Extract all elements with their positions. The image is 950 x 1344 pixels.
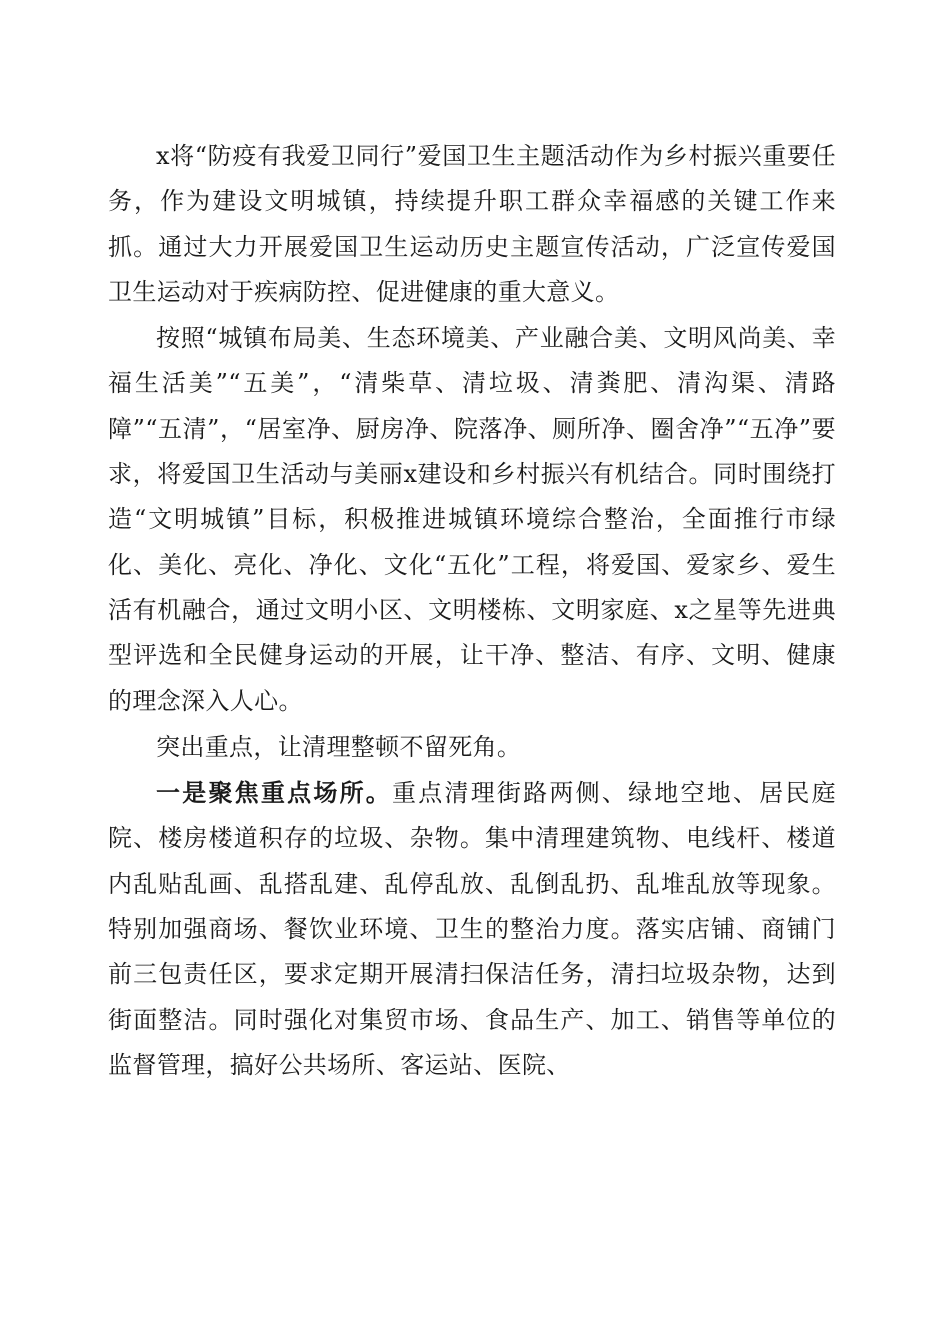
paragraph-1 (108, 133, 836, 315)
paragraph-lead: 一是聚焦重点场所。 (156, 778, 393, 808)
paragraph-3 (108, 724, 836, 770)
paragraph-2 (108, 315, 836, 724)
document-body (108, 133, 836, 1088)
paragraph-text: x将“防疫有我爱卫同行”爱国卫生主题活动作为乡村振兴重要任务，作为建设文明城镇，持续提升职工群众幸福感的关键工作来抓。通过大力开展爱国卫生运动历史主题宣传活动，广泛宣传爱国卫生运动对于疾病防控、促进健康的重大意义。 (108, 142, 836, 306)
paragraph-text: 突出重点，让清理整顿不留死角。 (156, 732, 522, 761)
paragraph-text: 重点清理街路两侧、绿地空地、居民庭院、楼房楼道积存的垃圾、杂物。集中清理建筑物、电线杆、楼道内乱贴乱画、乱搭乱建、乱停乱放、乱倒乱扔、乱堆乱放等现象。特别加强商场、餐饮业环境、卫生的整治力度。落实店铺、商铺门前三包责任区，要求定期开展清扫保洁任务，清扫垃圾杂物，达到街面整洁。同时强化对集贸市场、食品生产、加工、销售等单位的监督管理，搞好公共场所、客运站、医院、 (108, 779, 836, 1079)
paragraph-text: 按照“城镇布局美、生态环境美、产业融合美、文明风尚美、幸福生活美”“五美”，“清柴草、清垃圾、清粪肥、清沟渠、清路障”“五清”，“居室净、厨房净、院落净、厕所净、圈舍净”“五净”要求，将爱国卫生活动与美丽x建设和乡村振兴有机结合。同时围绕打造“文明城镇”目标，积极推进城镇环境综合整治，全面推行市绿化、美化、亮化、净化、文化“五化”工程，将爱国、爱家乡、爱生活有机融合，通过文明小区、文明楼栋、文明家庭、x之星等先进典型评选和全民健身运动的开展，让干净、整洁、有序、文明、健康的理念深入人心。 (108, 324, 836, 715)
paragraph-4 (108, 770, 836, 1088)
